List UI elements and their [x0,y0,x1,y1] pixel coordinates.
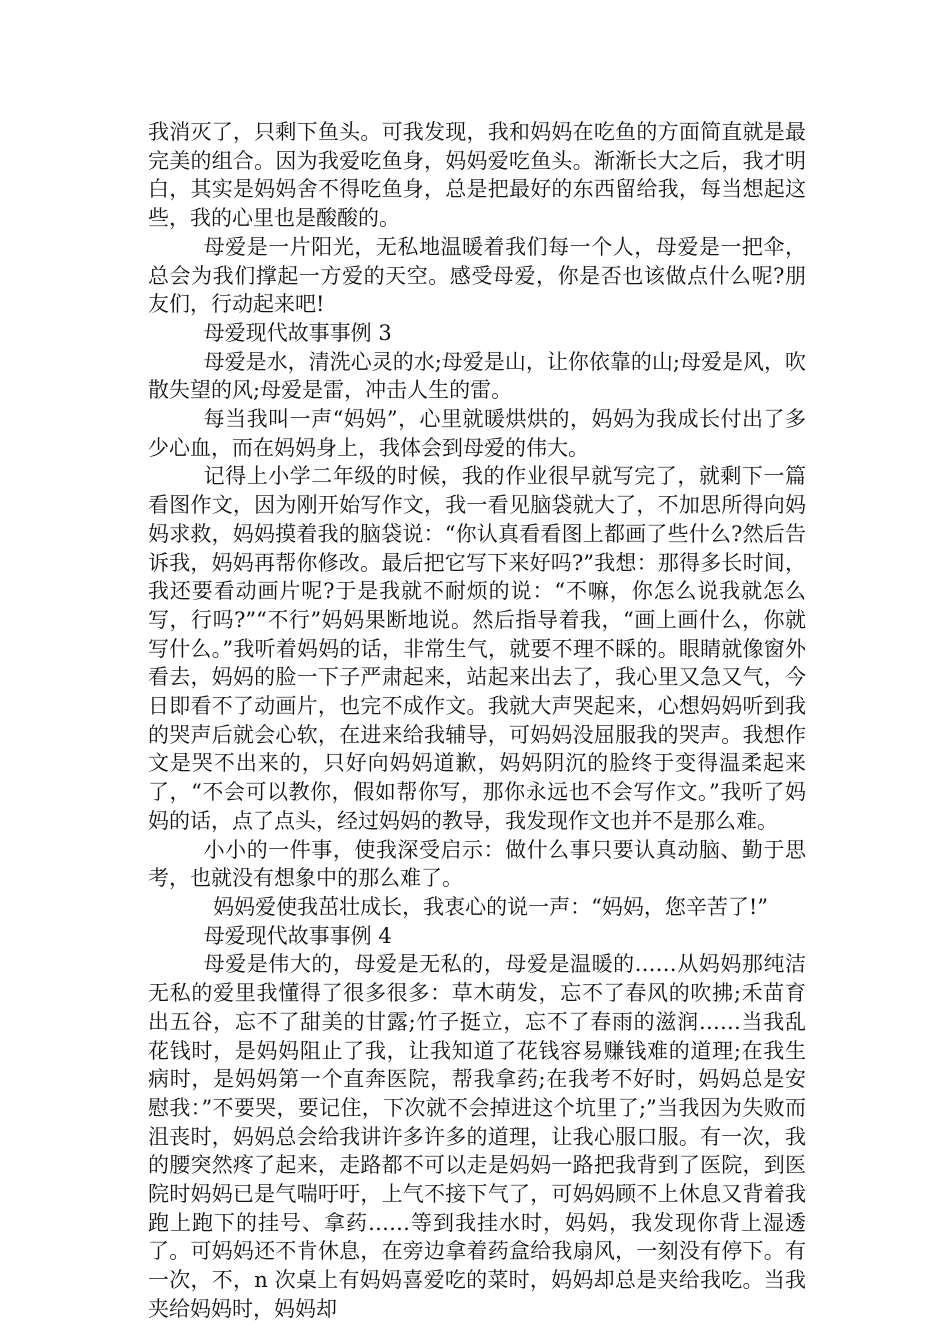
paragraph: 母爱是一片阳光，无私地温暖着我们每一个人，母爱是一把伞，总会为我们撑起一方爱的天空。感受母爱，你是否也该做点什么呢?朋友们，行动起来吧! [148,234,806,317]
section-heading: 母爱现代故事事例 4 [203,923,392,948]
section-heading: 母爱现代故事事例 3 [203,320,392,345]
paragraph: 小小的一件事，使我深受启示：做什么事只要认真动脑、勤于思考，也就没有想象中的那么难了。 [148,837,806,891]
document-body [148,118,806,1324]
paragraph: 妈妈爱使我茁壮成长，我衷心的说一声：“妈妈，您辛苦了!” [213,894,769,919]
paragraph: 记得上小学二年级的时候，我的作业很早就写完了，就剩下一篇看图作文，因为刚开始写作文，我一看见脑袋就大了，不加思所得向妈妈求救，妈妈摸着我的脑袋说：“你认真看看图上都画了些什么?然后告诉我，妈妈再帮你修改。最后把它写下来好吗?”我想：那得多长时间，我还要看动画片呢?于是我就不耐烦的说：“不嘛，你怎么说我就怎么写，行吗?”“不行”妈妈果断地说。然后指导着我，“画上画什么，你就写什么。”我听着妈妈的话，非常生气，就要不理不睬的。眼睛就像窗外看去，妈妈的脸一下子严肃起来，站起来出去了，我心里又急又气，今日即看不了动画片，也完不成作文。我就大声哭起来，心想妈妈听到我的哭声后就会心软，在进来给我辅导，可妈妈没屈服我的哭声。我想作文是哭不出来的，只好向妈妈道歉，妈妈阴沉的脸终于变得温柔起来了，“不会可以教你，假如帮你写，那你永远也不会写作文。”我听了妈妈的话，点了点头，经过妈妈的教导，我发现作文也并不是那么难。 [148,464,806,833]
paragraph: 母爱是伟大的，母爱是无私的，母爱是温暖的……从妈妈那纯洁无私的爱里我懂得了很多很多：草木萌发，忘不了春风的吹拂;禾苗育出五谷，忘不了甜美的甘露;竹子挺立，忘不了春雨的滋润……当我乱花钱时，是妈妈阻止了我，让我知道了花钱容易赚钱难的道理;在我生病时，是妈妈第一个直奔医院，帮我拿药;在我考不好时，妈妈总是安慰我：”不要哭，要记住，下次就不会掉进这个坑里了;”当我因为失败而沮丧时，妈妈总会给我讲许多许多的道理，让我心服口服。有一次，我的腰突然疼了起来，走路都不可以走是妈妈一路把我背到了医院，到医院时妈妈已是气喘吁吁，上气不接下气了，可妈妈顾不上休息又背着我跑上跑下的挂号、拿药……等到我挂水时，妈妈，我发现你背上湿透了。可妈妈还不肯休息，在旁边拿着药盒给我扇风，一刻没有停下。有一次，不，n 次桌上有妈妈喜爱吃的菜时，妈妈却总是夹给我吃。当我夹给妈妈时，妈妈却 [148,952,806,1321]
paragraph: 母爱是水，清洗心灵的水;母爱是山，让你依靠的山;母爱是风，吹散失望的风;母爱是雷，冲击人生的雷。 [148,349,806,403]
paragraph: 每当我叫一声“妈妈”，心里就暖烘烘的，妈妈为我成长付出了多少心血，而在妈妈身上，我体会到母爱的伟大。 [148,407,806,460]
paragraph-continued: 我消灭了，只剩下鱼头。可我发现，我和妈妈在吃鱼的方面简直就是最完美的组合。因为我爱吃鱼身，妈妈爱吃鱼头。渐渐长大之后，我才明白，其实是妈妈舍不得吃鱼身，总是把最好的东西留给我，每当想起这些，我的心里也是酸酸的。 [148,120,806,231]
